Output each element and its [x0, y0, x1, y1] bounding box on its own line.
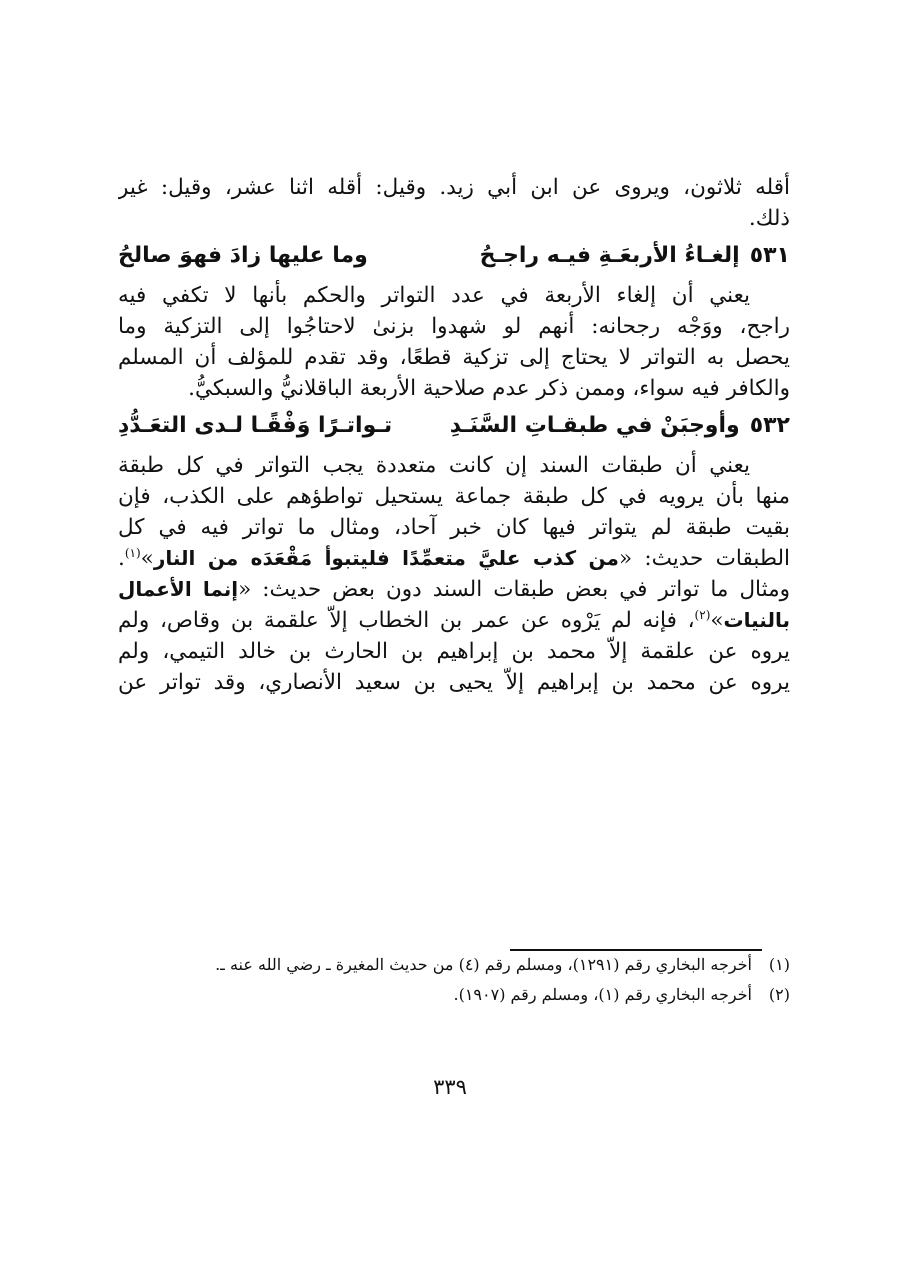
footnote-text: أخرجه البخاري رقم (١٢٩١)، ومسلم رقم (٤) من حديث المغيرة ـ رضي الله عنه ـ. [215, 955, 752, 974]
footnote-number: (٢) [768, 985, 790, 1004]
verse-hemistich-1: إلغـاءُ الأربعَـةِ فيـه راجـحُ [479, 243, 740, 268]
footnote [130, 950, 790, 980]
footnotes [130, 950, 790, 1010]
text-line: والكافر فيه سواء، وممن ذكر عدم صلاحية الأربعة الباقلانيُّ والسبكيُّ. [188, 376, 790, 401]
verse-hemistich-2: تـواتـرًا وَفْقًـا لـدى التعَـدُّدِ [117, 413, 393, 438]
verse-531 [118, 238, 790, 274]
hadith-quote: إنما الأعمال [118, 577, 239, 601]
verse-number: ٥٣١ [749, 243, 790, 268]
verse-532 [118, 408, 790, 444]
text-line: أقله ثلاثون، ويروى عن ابن أبي زيد. وقيل: أقله اثنا عشر، وقيل: غير [118, 175, 790, 200]
footnote [130, 980, 790, 1010]
text-line: يعني أن إلغاء الأربعة في عدد التواتر والحكم بأنها لا تكفي فيه [118, 283, 750, 308]
footnote-text: أخرجه البخاري رقم (١)، ومسلم رقم (١٩٠٧). [453, 985, 752, 1004]
text-segment: » [710, 608, 724, 633]
page-number: ٣٣٩ [433, 1075, 467, 1099]
verse-hemistich-2: وما عليها زادَ فهوَ صالحُ [117, 243, 368, 268]
text-line: يروه عن علقمة إلاَّ محمد بن إبراهيم بن الحارث بن خالد التيمي، ولم [118, 639, 790, 664]
text-segment: الطبقات حديث: « [618, 546, 790, 571]
footnote-ref: (١) [124, 545, 141, 560]
text-segment: . [118, 546, 125, 571]
text-line [118, 605, 790, 636]
text-line: منها بأن يرويه في كل طبقة جماعة يستحيل تواطؤهم على الكذب، فإن [118, 484, 790, 509]
footnote-number: (١) [768, 955, 790, 974]
text-line: يروه عن محمد بن إبراهيم إلاَّ يحيى بن سعيد الأنصاري، وقد تواتر عن [118, 670, 790, 695]
text-segment: » [140, 546, 154, 571]
text-segment: ومثال ما تواتر في بعض طبقات السند دون بعض حديث: « [238, 577, 790, 602]
footnote-ref: (٢) [694, 607, 711, 622]
text-segment: ، فإنه لم يَرْوه عن عمر بن الخطاب إلاَّ علقمة بن وقاص، ولم [118, 608, 695, 633]
text-line: بقيت طبقة لم يتواتر فيها كان خبر آحاد، ومثال ما تواتر فيه في كل [118, 515, 790, 540]
text-line [118, 574, 790, 605]
text-line [118, 543, 790, 574]
verse-hemistich-1: وأوجبَنْ في طبقـاتِ السَّنَـدِ [449, 413, 740, 438]
main-text [118, 172, 790, 698]
hadith-quote: من كذب عليَّ متعمِّدًا فليتبوأ مَقْعَدَه من النار [153, 546, 619, 570]
text-line: يحصل به التواتر لا يحتاج إلى تزكية قطعًا، وقد تقدم للمؤلف أن المسلم [118, 345, 790, 370]
verse-number: ٥٣٢ [749, 413, 790, 438]
hadith-quote: بالنيات [723, 608, 790, 632]
text-line: يعني أن طبقات السند إن كانت متعددة يجب التواتر في كل طبقة [118, 453, 750, 478]
text-line: ذلك. [748, 206, 790, 231]
text-line: راجح، ووَجْه رجحانه: أنهم لو شهدوا بزنىٰ لاحتاجُوا إلى التزكية وما [118, 314, 790, 339]
